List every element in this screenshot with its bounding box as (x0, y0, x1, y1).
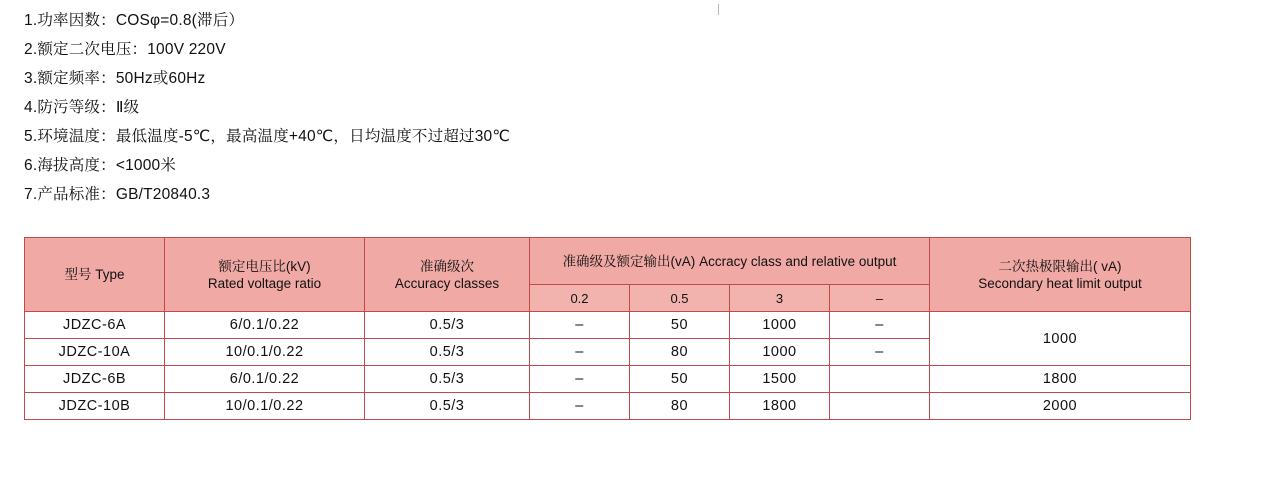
table-row (25, 366, 1191, 393)
cell-heat-limit: 1800 (930, 366, 1191, 393)
subheader-class-dash: – (830, 285, 930, 312)
cell-heat-limit: 1000 (930, 312, 1191, 366)
cell-heat-limit: 2000 (930, 393, 1191, 420)
cell-ratio: 6/0.1/0.22 (165, 366, 365, 393)
subheader-class-3: 3 (730, 285, 830, 312)
header-voltage-ratio-en: Rated voltage ratio (207, 275, 322, 291)
spec-line-5: 5.环境温度：最低温度-5℃，最高温度+40℃，日均温度不过超过30℃ (24, 128, 510, 145)
cell-output-3: 1000 (730, 312, 830, 339)
specification-table (24, 237, 1191, 420)
table-row (25, 312, 1191, 339)
cell-output-05: 80 (630, 393, 730, 420)
cell-accuracy: 0.5/3 (365, 312, 530, 339)
cell-output-02: – (530, 366, 630, 393)
cell-type: JDZC-6A (25, 312, 165, 339)
header-voltage-ratio (165, 238, 365, 312)
spec-line-4: 4.防污等级：Ⅱ级 (24, 99, 140, 116)
spec-line-6: 6.海拔高度：<1000米 (24, 157, 177, 174)
header-heat-limit-cn: 二次热极限输出( vA) (998, 258, 1122, 274)
header-accuracy-class-cn: 准确级次 (420, 258, 474, 274)
table-row (25, 393, 1191, 420)
header-voltage-ratio-cn: 额定电压比(kV) (218, 258, 311, 274)
cell-ratio: 10/0.1/0.22 (165, 393, 365, 420)
cell-output-05: 50 (630, 366, 730, 393)
cell-accuracy: 0.5/3 (365, 339, 530, 366)
cell-output-dash: – (830, 312, 930, 339)
header-heat-limit (930, 238, 1191, 312)
cell-output-02: – (530, 312, 630, 339)
header-accuracy-class-en: Accuracy classes (394, 275, 500, 291)
cell-output-3: 1000 (730, 339, 830, 366)
cell-output-3: 1500 (730, 366, 830, 393)
header-output-group-cn: 准确级及额定输出(vA) (562, 253, 696, 269)
cell-output-3: 1800 (730, 393, 830, 420)
spec-line-3: 3.额定频率：50Hz或60Hz (24, 70, 206, 87)
header-type (25, 238, 165, 312)
header-output-group (530, 238, 930, 285)
cell-type: JDZC-10A (25, 339, 165, 366)
header-heat-limit-en: Secondary heat limit output (978, 275, 1142, 291)
subheader-class-05: 0.5 (630, 285, 730, 312)
subheader-class-02: 0.2 (530, 285, 630, 312)
cell-output-05: 80 (630, 339, 730, 366)
cell-type: JDZC-10B (25, 393, 165, 420)
cell-output-05: 50 (630, 312, 730, 339)
cell-ratio: 6/0.1/0.22 (165, 312, 365, 339)
cell-output-02: – (530, 339, 630, 366)
cell-output-dash (830, 393, 930, 420)
cell-accuracy: 0.5/3 (365, 366, 530, 393)
spec-line-1: 1.功率因数：COSφ=0.8(滞后） (24, 12, 245, 29)
header-type-label: 型号 Type (64, 267, 125, 282)
cell-type: JDZC-6B (25, 366, 165, 393)
cell-ratio: 10/0.1/0.22 (165, 339, 365, 366)
cell-accuracy: 0.5/3 (365, 393, 530, 420)
spec-line-2: 2.额定二次电压：100V 220V (24, 41, 226, 58)
cell-output-dash (830, 366, 930, 393)
header-output-group-en: Accracy class and relative output (699, 253, 897, 269)
header-accuracy-class (365, 238, 530, 312)
spec-line-7: 7.产品标准：GB/T20840.3 (24, 186, 211, 203)
specification-list (24, 6, 1124, 209)
cell-output-dash: – (830, 339, 930, 366)
table-header-row (25, 238, 1191, 285)
cell-output-02: – (530, 393, 630, 420)
